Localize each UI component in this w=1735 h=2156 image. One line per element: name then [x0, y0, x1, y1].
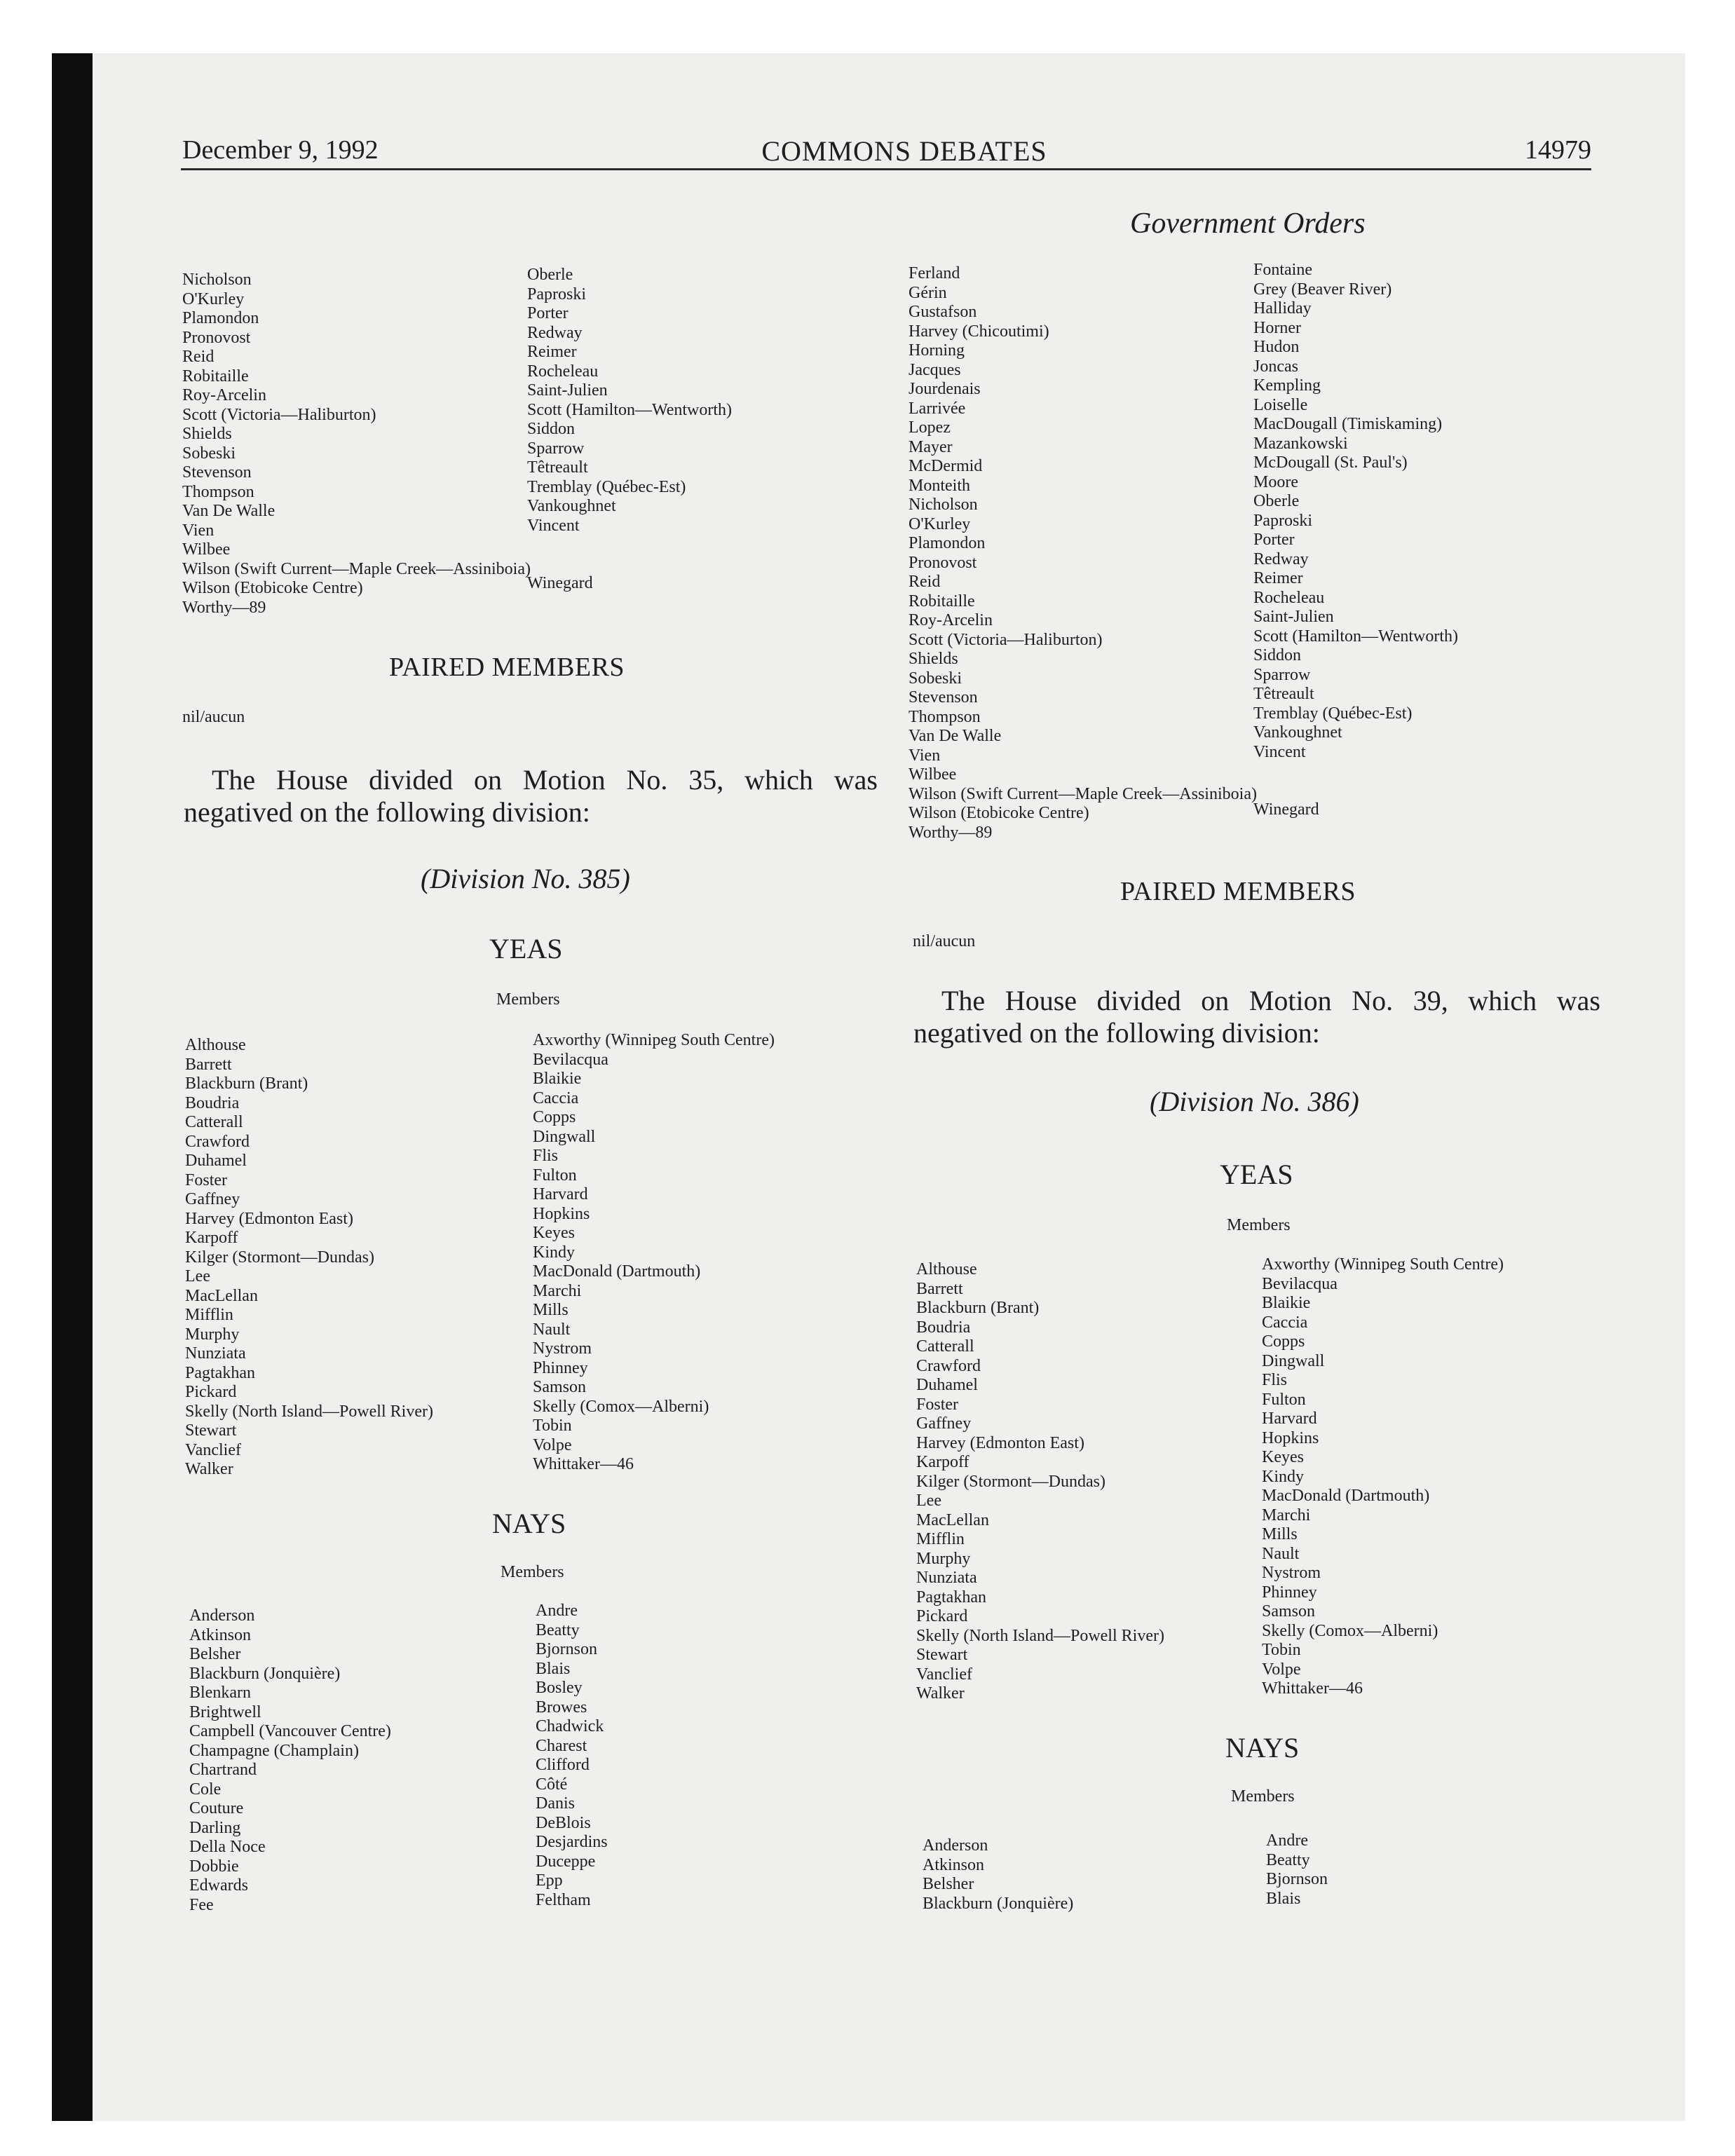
member-name: Wilson (Swift Current—Maple Creek—Assiniboia) [909, 784, 1257, 803]
member-name: Harvey (Chicoutimi) [909, 322, 1049, 341]
member-name: Phinney [533, 1358, 588, 1377]
member-name: Winegard [1253, 800, 1319, 819]
member-name: Reid [909, 573, 941, 591]
right-division-number: (Division No. 386) [1150, 1086, 1359, 1117]
member-name: Sparrow [1253, 665, 1311, 684]
member-name: Reid [182, 348, 215, 366]
member-name: Wilbee [182, 540, 231, 559]
member-name: Nunziata [185, 1344, 246, 1363]
member-name: Roy-Arcelin [182, 386, 266, 404]
right-yeas-list-2 [1262, 1255, 1504, 1699]
member-name: Pickard [916, 1607, 968, 1625]
right-continued-list-1 [909, 264, 1257, 842]
member-name: Nault [1262, 1544, 1300, 1563]
member-name: Gaffney [916, 1414, 972, 1433]
left-nays-members-label: Members [501, 1563, 564, 1581]
member-name: Flis [1262, 1371, 1288, 1389]
member-name: Chartrand [189, 1761, 257, 1779]
member-name: Feltham [536, 1890, 591, 1909]
member-name: Gustafson [909, 303, 977, 321]
member-name: Mayer [909, 437, 953, 456]
right-paired-value: nil/aucun [913, 932, 976, 950]
left-motion-text: The House divided on Motion No. 35, which was negatived on the following division: [184, 764, 878, 828]
member-name: Blaikie [1262, 1294, 1311, 1312]
member-name: Copps [533, 1108, 576, 1126]
member-name: Van De Walle [909, 727, 1002, 745]
member-name: Vanclief [185, 1440, 241, 1459]
member-name: Winegard [527, 574, 593, 592]
member-name: Chadwick [536, 1717, 604, 1735]
member-name: Vankoughnet [527, 497, 616, 515]
member-name: Phinney [1262, 1583, 1317, 1602]
member-name: Plamondon [182, 309, 259, 327]
member-name: Shields [909, 650, 958, 668]
member-name: Pagtakhan [916, 1588, 986, 1606]
member-name: Keyes [533, 1224, 575, 1242]
member-name: Della Noce [189, 1838, 266, 1856]
member-name: Althouse [916, 1260, 977, 1278]
member-name: Danis [536, 1794, 575, 1813]
member-name: Charest [536, 1736, 587, 1755]
member-name: Boudria [185, 1093, 240, 1112]
member-name: Robitaille [182, 367, 249, 386]
header-rule [181, 168, 1591, 170]
member-name: Mifflin [185, 1306, 233, 1324]
left-nays-list-2 [536, 1602, 608, 1910]
member-name: MacDonald (Dartmouth) [1262, 1487, 1430, 1505]
member-name: Blackburn (Brant) [185, 1074, 308, 1093]
member-name: Murphy [916, 1549, 971, 1568]
member-name: Porter [1253, 531, 1295, 549]
member-name: Blais [1266, 1889, 1301, 1908]
member-name: Lopez [909, 418, 951, 437]
member-name: Tremblay (Québec-Est) [1253, 704, 1413, 723]
member-name: Andre [1266, 1831, 1308, 1850]
member-name: Kindy [1262, 1467, 1304, 1486]
member-name: Harvard [1262, 1410, 1317, 1428]
member-name: Nystrom [533, 1339, 592, 1358]
member-name: Têtreault [1253, 685, 1314, 703]
member-name: O'Kurley [182, 289, 245, 308]
member-name: Ferland [909, 264, 960, 282]
member-name: Porter [527, 304, 569, 322]
member-name: Mazankowski [1253, 434, 1348, 453]
member-name: Whittaker—46 [1262, 1679, 1363, 1698]
member-name: Couture [189, 1799, 244, 1817]
member-name: Wilson (Swift Current—Maple Creek—Assiniboia) [182, 559, 531, 578]
member-name: Kindy [533, 1243, 575, 1262]
member-name: Nault [533, 1320, 571, 1339]
member-name: Kempling [1253, 376, 1321, 395]
member-name: Fee [189, 1895, 214, 1914]
member-name: Fulton [1262, 1390, 1306, 1409]
member-name: MacLellan [185, 1286, 258, 1305]
left-continued-list-2 [527, 266, 732, 594]
member-name: Sobeski [909, 669, 962, 688]
member-name: Skelly (North Island—Powell River) [916, 1626, 1164, 1645]
member-name: Redway [527, 323, 583, 342]
member-name: Saint-Julien [1253, 608, 1334, 626]
left-yeas-heading: YEAS [489, 933, 563, 964]
member-name: Atkinson [923, 1855, 985, 1874]
member-name: Copps [1262, 1332, 1305, 1351]
right-continued-list-2 [1253, 261, 1458, 820]
member-name [1253, 762, 1458, 782]
member-name: Bjornson [1266, 1870, 1328, 1888]
member-name: Harvey (Edmonton East) [185, 1209, 353, 1228]
member-name: MacDougall (Timiskaming) [1253, 415, 1443, 433]
member-name: Walker [185, 1460, 233, 1478]
member-name: Van De Walle [182, 502, 275, 520]
member-name: Crawford [916, 1356, 981, 1375]
member-name: Kilger (Stormont—Dundas) [185, 1248, 374, 1267]
member-name: Axworthy (Winnipeg South Centre) [1262, 1255, 1504, 1274]
member-name: Sobeski [182, 444, 236, 463]
right-nays-list-1 [923, 1836, 1073, 1913]
left-paired-value: nil/aucun [182, 708, 245, 726]
member-name: Darling [189, 1818, 241, 1837]
member-name: Lee [916, 1492, 941, 1510]
member-name: Caccia [1262, 1313, 1308, 1332]
member-name: Hopkins [533, 1204, 590, 1223]
member-name: Horning [909, 341, 965, 360]
member-name: Paproski [527, 285, 586, 303]
member-name: Flis [533, 1147, 559, 1165]
member-name: Saint-Julien [527, 381, 608, 400]
member-name: Blackburn (Jonquière) [189, 1664, 341, 1683]
member-name: Champagne (Champlain) [189, 1741, 359, 1760]
member-name: Duhamel [185, 1152, 247, 1170]
page-number: 14979 [1525, 135, 1591, 165]
member-name: Bosley [536, 1679, 583, 1697]
member-name: Bjornson [536, 1640, 598, 1658]
member-name: Hopkins [1262, 1428, 1319, 1447]
left-paired-heading: PAIRED MEMBERS [389, 653, 625, 682]
member-name: Marchi [533, 1281, 582, 1300]
member-name: Pagtakhan [185, 1363, 255, 1382]
member-name [527, 535, 732, 555]
member-name: Walker [916, 1684, 965, 1703]
member-name: Marchi [1262, 1506, 1311, 1524]
right-nays-list-2 [1266, 1831, 1328, 1909]
member-name: Samson [533, 1378, 587, 1396]
member-name: Stewart [916, 1646, 968, 1664]
member-name: Blackburn (Brant) [916, 1299, 1040, 1317]
member-name: Vankoughnet [1253, 723, 1342, 742]
member-name: Blenkarn [189, 1684, 251, 1702]
member-name: Skelly (Comox—Alberni) [533, 1397, 709, 1416]
member-name: Stewart [185, 1421, 237, 1440]
member-name: Thompson [909, 707, 981, 726]
member-name: Wilson (Etobicoke Centre) [182, 579, 363, 597]
member-name: Mills [533, 1301, 569, 1319]
member-name: Wilbee [909, 765, 957, 784]
member-name: McDougall (St. Paul's) [1253, 453, 1408, 472]
member-name [527, 555, 732, 575]
member-name: Fontaine [1253, 261, 1312, 279]
member-name: Nystrom [1262, 1564, 1321, 1582]
member-name: Reimer [527, 343, 577, 361]
member-name: Karpoff [185, 1229, 238, 1247]
member-name: Redway [1253, 550, 1309, 568]
right-nays-members-label: Members [1231, 1787, 1295, 1806]
member-name: Dingwall [533, 1127, 596, 1146]
member-name: Whittaker—46 [533, 1455, 634, 1473]
member-name: Paproski [1253, 511, 1312, 530]
member-name: Siddon [1253, 646, 1302, 664]
member-name: Campbell (Vancouver Centre) [189, 1722, 391, 1740]
member-name: Oberle [527, 266, 573, 284]
member-name: Gérin [909, 283, 947, 302]
member-name: Kilger (Stormont—Dundas) [916, 1472, 1105, 1491]
member-name: Mifflin [916, 1530, 965, 1548]
member-name: Reimer [1253, 569, 1303, 587]
member-name: Skelly (Comox—Alberni) [1262, 1621, 1438, 1640]
member-name: Vien [182, 521, 215, 540]
member-name: Jacques [909, 360, 961, 379]
binding-shadow [52, 53, 93, 2121]
member-name: Siddon [527, 420, 576, 438]
member-name: Crawford [185, 1132, 250, 1151]
member-name: Vanclief [916, 1665, 972, 1684]
member-name: Karpoff [916, 1453, 969, 1471]
member-name: Nicholson [182, 271, 252, 289]
member-name: Duceppe [536, 1852, 596, 1871]
member-name: Harvard [533, 1185, 588, 1203]
member-name: Belsher [189, 1645, 241, 1663]
header-title: COMMONS DEBATES [761, 135, 1047, 167]
member-name: Barrett [916, 1279, 963, 1298]
member-name: Atkinson [189, 1625, 252, 1644]
member-name: Harvey (Edmonton East) [916, 1433, 1084, 1452]
member-name: MacDonald (Dartmouth) [533, 1262, 701, 1281]
member-name: Worthy—89 [909, 823, 993, 842]
member-name: Hudon [1253, 338, 1300, 356]
left-continued-list-1 [182, 271, 531, 618]
member-name: Tobin [533, 1417, 572, 1435]
member-name: Clifford [536, 1756, 590, 1774]
member-name: Wilson (Etobicoke Centre) [909, 804, 1089, 822]
member-name: Althouse [185, 1036, 246, 1054]
member-name [1253, 782, 1458, 801]
member-name: Roy-Arcelin [909, 611, 993, 629]
section-title: Government Orders [1130, 207, 1366, 240]
right-yeas-heading: YEAS [1220, 1159, 1293, 1190]
member-name: Shields [182, 425, 232, 443]
right-nays-heading: NAYS [1225, 1732, 1300, 1763]
member-name: Scott (Hamilton—Wentworth) [527, 400, 733, 419]
header-date: December 9, 1992 [182, 135, 379, 165]
member-name: Bevilacqua [533, 1050, 608, 1069]
member-name: Jourdenais [909, 380, 981, 398]
member-name: Catterall [185, 1113, 243, 1131]
member-name: Worthy—89 [182, 598, 266, 617]
member-name: Pickard [185, 1383, 237, 1401]
member-name: Vincent [527, 516, 580, 535]
member-name: Murphy [185, 1325, 240, 1344]
member-name: Fulton [533, 1166, 577, 1185]
member-name: Blackburn (Jonquière) [923, 1894, 1074, 1913]
member-name: Epp [536, 1871, 563, 1890]
member-name: Moore [1253, 472, 1298, 491]
left-yeas-list-2 [533, 1031, 775, 1475]
member-name: Scott (Victoria—Haliburton) [182, 405, 376, 424]
right-paired-heading: PAIRED MEMBERS [1120, 877, 1356, 906]
member-name: Cole [189, 1780, 222, 1799]
member-name: Larrivée [909, 399, 966, 418]
member-name: Tremblay (Québec-Est) [527, 477, 686, 496]
member-name: O'Kurley [909, 514, 971, 533]
member-name: Dobbie [189, 1857, 239, 1876]
member-name: Scott (Hamilton—Wentworth) [1253, 627, 1459, 646]
member-name: Plamondon [909, 534, 986, 552]
member-name: Côté [536, 1775, 568, 1794]
member-name: Pronovost [909, 553, 977, 572]
member-name: Monteith [909, 476, 970, 495]
member-name: Volpe [533, 1435, 572, 1454]
member-name: Scott (Victoria—Haliburton) [909, 630, 1103, 649]
member-name: Andre [536, 1602, 578, 1620]
member-name: MacLellan [916, 1510, 989, 1529]
member-name: Joncas [1253, 357, 1298, 376]
member-name: Lee [185, 1267, 210, 1285]
member-name: Axworthy (Winnipeg South Centre) [533, 1031, 775, 1049]
left-nays-heading: NAYS [492, 1508, 566, 1539]
member-name: Robitaille [909, 592, 975, 610]
left-nays-list-1 [189, 1606, 391, 1915]
member-name: Loiselle [1253, 395, 1308, 414]
member-name: Desjardins [536, 1833, 608, 1851]
left-division-number: (Division No. 385) [421, 863, 630, 894]
member-name: Foster [916, 1395, 958, 1414]
member-name: Gaffney [185, 1190, 240, 1208]
member-name: Grey (Beaver River) [1253, 280, 1392, 299]
member-name: Nunziata [916, 1569, 977, 1587]
member-name: McDermid [909, 457, 983, 475]
member-name: Barrett [185, 1055, 232, 1074]
member-name: Vien [909, 746, 941, 765]
member-name: Oberle [1253, 492, 1300, 510]
member-name: Beatty [536, 1621, 580, 1639]
member-name: Vincent [1253, 742, 1306, 761]
member-name: Anderson [189, 1606, 255, 1625]
member-name: Halliday [1253, 299, 1312, 318]
member-name: DeBlois [536, 1813, 591, 1832]
member-name: Horner [1253, 318, 1301, 337]
member-name: Anderson [923, 1836, 988, 1855]
member-name: Volpe [1262, 1660, 1301, 1679]
left-yeas-members-label: Members [496, 990, 560, 1009]
member-name: Beatty [1266, 1850, 1310, 1869]
member-name: Mills [1262, 1525, 1298, 1543]
member-name: Keyes [1262, 1448, 1304, 1466]
member-name: Thompson [182, 482, 254, 501]
member-name: Pronovost [182, 328, 251, 347]
member-name: Foster [185, 1171, 227, 1189]
member-name: Stevenson [182, 463, 252, 482]
member-name: Blaikie [533, 1070, 582, 1088]
member-name: Brightwell [189, 1703, 261, 1721]
member-name: Têtreault [527, 458, 588, 477]
right-motion-text: The House divided on Motion No. 39, which was negatived on the following division: [913, 985, 1600, 1049]
member-name: Browes [536, 1698, 587, 1717]
member-name: Samson [1262, 1602, 1316, 1621]
member-name: Stevenson [909, 688, 978, 707]
right-yeas-list-1 [916, 1260, 1164, 1704]
member-name: Bevilacqua [1262, 1274, 1338, 1293]
right-yeas-members-label: Members [1227, 1216, 1291, 1234]
member-name: Catterall [916, 1337, 974, 1356]
member-name: Dingwall [1262, 1351, 1325, 1370]
member-name: Belsher [923, 1875, 974, 1893]
member-name: Nicholson [909, 496, 978, 514]
member-name: Rocheleau [1253, 588, 1325, 607]
member-name: Duhamel [916, 1376, 978, 1394]
member-name: Rocheleau [527, 362, 599, 381]
member-name: Boudria [916, 1318, 971, 1337]
member-name: Edwards [189, 1876, 248, 1895]
left-yeas-list-1 [185, 1036, 433, 1480]
member-name: Sparrow [527, 439, 585, 458]
member-name: Tobin [1262, 1641, 1301, 1659]
member-name: Caccia [533, 1089, 579, 1107]
member-name: Skelly (North Island—Powell River) [185, 1402, 433, 1421]
member-name: Blais [536, 1659, 571, 1678]
